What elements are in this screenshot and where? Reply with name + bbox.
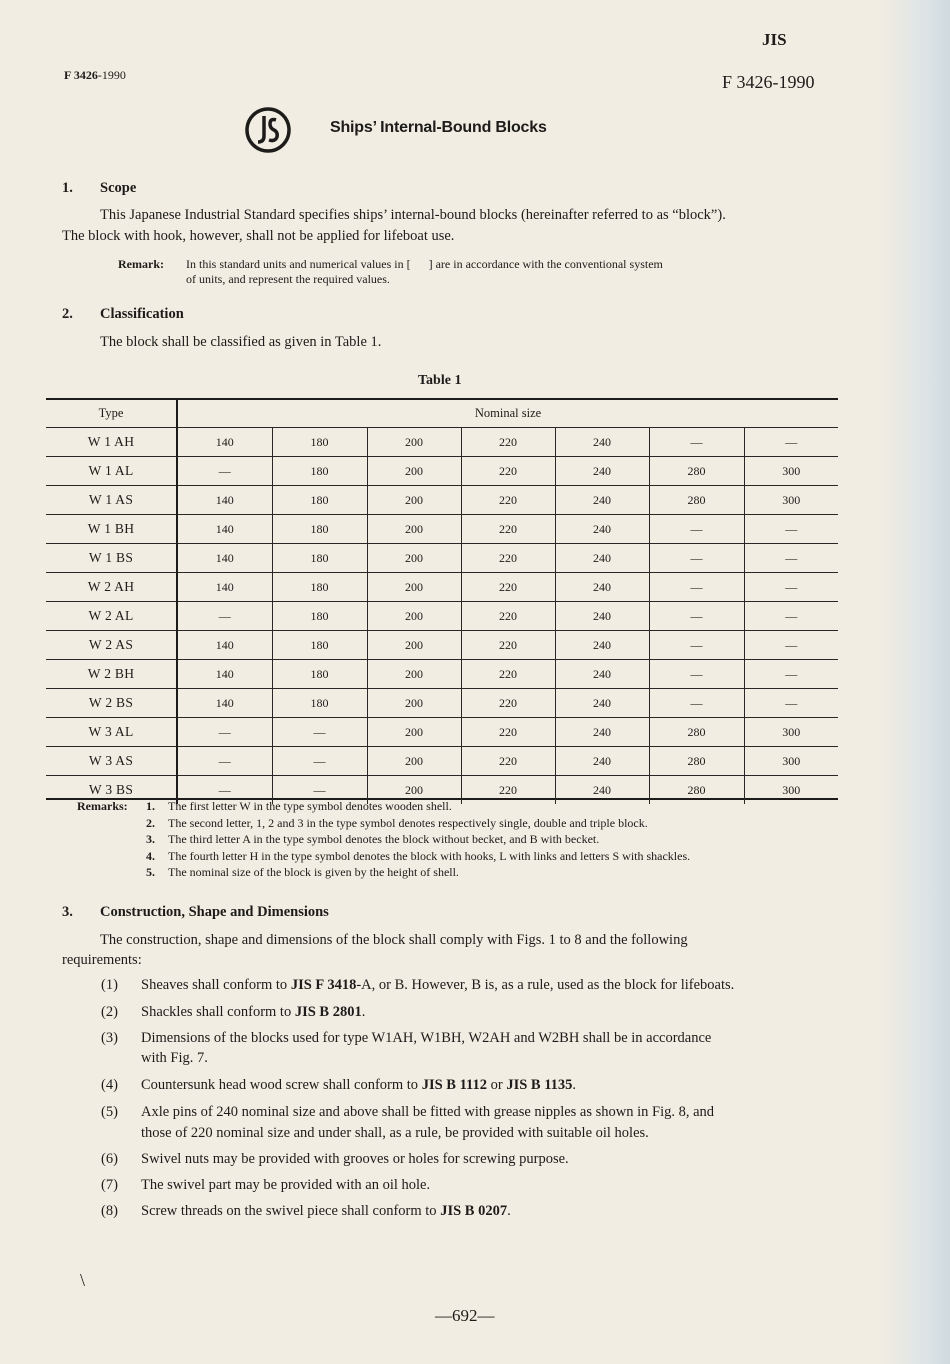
size-cell: 300: [744, 776, 838, 805]
size-cell: 220: [461, 631, 555, 660]
size-cell: 280: [649, 457, 744, 486]
header-left-year: -1990: [97, 68, 126, 82]
size-cell: 240: [555, 602, 649, 631]
type-cell: W 2 AS: [46, 631, 177, 660]
size-cell: —: [649, 515, 744, 544]
size-cell: 240: [555, 486, 649, 515]
type-cell: W 1 BH: [46, 515, 177, 544]
size-cell: 220: [461, 544, 555, 573]
remark-line-2: of units, and represent the required values.: [186, 272, 390, 286]
size-cell: 240: [555, 515, 649, 544]
size-cell: 200: [367, 747, 461, 776]
remark-text: The fourth letter H in the type symbol denotes the block with hooks, L with links and letters S with shackles.: [168, 848, 691, 863]
remark-line-1: In this standard units and numerical values in [ ] are in accordance with the conventional system: [186, 257, 663, 271]
size-cell: 200: [367, 428, 461, 457]
size-cell: 220: [461, 515, 555, 544]
size-cell: 220: [461, 457, 555, 486]
size-cell: 200: [367, 573, 461, 602]
requirement-text-line-2: those of 220 nominal size and under shall, as a rule, be provided with suitable oil holes.: [141, 1125, 649, 1141]
header-left-code: [64, 68, 126, 83]
remark-text: The third letter A in the type symbol denotes the block without becket, and B with becket.: [168, 832, 600, 846]
size-cell: 220: [461, 718, 555, 747]
remarks-label: Remarks:: [77, 799, 128, 813]
requirement-number: (1): [101, 977, 118, 993]
size-cell: —: [744, 515, 838, 544]
size-cell: 280: [649, 718, 744, 747]
size-cell: 200: [367, 689, 461, 718]
remark-number: 1.: [146, 799, 155, 813]
jis-mark: JIS: [762, 30, 787, 49]
type-cell: W 1 AH: [46, 428, 177, 457]
size-cell: 200: [367, 457, 461, 486]
size-cell: —: [744, 689, 838, 718]
size-cell: —: [649, 602, 744, 631]
remark-number: 3.: [146, 832, 155, 846]
section-1-title: Scope: [100, 180, 137, 196]
standard-reference: JIS B 1135: [506, 1077, 573, 1093]
size-cell: 220: [461, 747, 555, 776]
size-cell: 300: [744, 718, 838, 747]
size-cell: —: [649, 689, 744, 718]
size-cell: —: [649, 631, 744, 660]
size-cell: 240: [555, 544, 649, 573]
size-cell: 180: [272, 631, 367, 660]
size-cell: 180: [272, 515, 367, 544]
size-cell: —: [177, 718, 272, 747]
size-cell: 280: [649, 776, 744, 805]
size-cell: —: [177, 747, 272, 776]
size-cell: —: [177, 776, 272, 805]
remark-text: The nominal size of the block is given by the height of shell.: [168, 865, 459, 879]
size-cell: 220: [461, 689, 555, 718]
size-cell: 220: [461, 660, 555, 689]
table-row: [46, 747, 838, 776]
size-cell: —: [744, 544, 838, 573]
size-cell: 240: [555, 776, 649, 805]
size-cell: 240: [555, 718, 649, 747]
type-cell: W 2 BH: [46, 660, 177, 689]
type-cell: W 2 AH: [46, 573, 177, 602]
size-cell: —: [744, 660, 838, 689]
size-cell: —: [649, 660, 744, 689]
requirement-text-part: Shackles shall conform to: [141, 1004, 295, 1020]
requirement-text: [141, 1075, 831, 1096]
table-row: [46, 718, 838, 747]
size-cell: 140: [177, 544, 272, 573]
size-cell: 220: [461, 486, 555, 515]
header-nominal-size: Nominal size: [177, 400, 838, 428]
size-cell: 180: [272, 457, 367, 486]
type-cell: W 2 BS: [46, 689, 177, 718]
size-cell: 240: [555, 689, 649, 718]
remark-item: [146, 815, 648, 832]
requirement-text: [141, 1201, 831, 1222]
margin-mark: \: [80, 1270, 86, 1290]
section-2-title: Classification: [100, 306, 184, 322]
size-cell: 180: [272, 544, 367, 573]
requirement-text-part: Sheaves shall conform to: [141, 977, 291, 993]
size-cell: 180: [272, 573, 367, 602]
size-cell: 240: [555, 428, 649, 457]
standard-reference: JIS B 0207: [440, 1203, 508, 1219]
table-row: [46, 544, 838, 573]
table-row: [46, 486, 838, 515]
size-cell: 140: [177, 486, 272, 515]
table-caption: Table 1: [418, 373, 462, 388]
size-cell: 240: [555, 660, 649, 689]
size-cell: 280: [649, 747, 744, 776]
type-cell: W 3 BS: [46, 776, 177, 805]
requirement-text: The swivel part may be provided with an oil hole.: [141, 1177, 431, 1193]
requirement-number: (5): [101, 1104, 118, 1120]
size-cell: 300: [744, 486, 838, 515]
size-cell: —: [177, 457, 272, 486]
size-cell: 280: [649, 486, 744, 515]
requirement-text: [141, 1002, 831, 1023]
standard-reference: JIS B 2801: [294, 1004, 362, 1020]
standard-reference: JIS B 1112: [421, 1077, 487, 1093]
requirement-text-part: .: [361, 1004, 366, 1020]
size-cell: —: [744, 428, 838, 457]
size-cell: 220: [461, 428, 555, 457]
remark-number: 4.: [146, 848, 155, 863]
table-row: [46, 631, 838, 660]
remark-text: The first letter W in the type symbol denotes wooden shell.: [168, 799, 452, 813]
remark-number: 5.: [146, 865, 155, 879]
classification-text: The block shall be classified as given in Table 1.: [100, 334, 382, 350]
requirement-number: (3): [101, 1030, 118, 1046]
size-cell: 180: [272, 602, 367, 631]
requirement-number: (4): [101, 1077, 118, 1093]
scope-line-1: This Japanese Industrial Standard specifies ships’ internal-bound blocks (hereinafter referred to as “block”).: [100, 207, 726, 223]
size-cell: 200: [367, 486, 461, 515]
size-cell: 180: [272, 689, 367, 718]
requirement-number: (8): [101, 1203, 118, 1219]
table-body: [46, 428, 838, 805]
header-type: Type: [46, 400, 177, 428]
size-cell: 140: [177, 428, 272, 457]
header-right-code: F 3426-1990: [722, 72, 815, 92]
size-cell: 220: [461, 602, 555, 631]
size-cell: —: [272, 776, 367, 805]
size-cell: —: [744, 573, 838, 602]
size-cell: —: [744, 602, 838, 631]
requirement-text: [141, 975, 831, 996]
size-cell: —: [177, 602, 272, 631]
size-cell: 240: [555, 747, 649, 776]
table-row: [46, 428, 838, 457]
requirement-text-part: .: [507, 1203, 511, 1219]
requirement-text-part: -A, or B. However, B is, as a rule, used as the block for lifeboats.: [356, 977, 735, 993]
size-cell: —: [649, 573, 744, 602]
size-cell: 240: [555, 457, 649, 486]
size-cell: 200: [367, 776, 461, 805]
size-cell: 200: [367, 515, 461, 544]
remark-item: [146, 831, 599, 848]
type-cell: W 1 AS: [46, 486, 177, 515]
requirement-text-part: Countersunk head wood screw shall conform to: [141, 1077, 422, 1093]
requirement-text-part: Screw threads on the swivel piece shall conform to: [141, 1203, 441, 1219]
size-cell: 140: [177, 631, 272, 660]
size-cell: 140: [177, 515, 272, 544]
type-cell: W 3 AS: [46, 747, 177, 776]
size-cell: 300: [744, 747, 838, 776]
section-2-number: 2.: [62, 306, 73, 322]
size-cell: 180: [272, 660, 367, 689]
type-cell: W 2 AL: [46, 602, 177, 631]
size-cell: —: [649, 544, 744, 573]
size-cell: 240: [555, 631, 649, 660]
remark-number: 2.: [146, 815, 155, 830]
standard-reference: JIS F 3418: [290, 977, 357, 993]
size-cell: 180: [272, 428, 367, 457]
size-cell: 200: [367, 602, 461, 631]
size-cell: 240: [555, 573, 649, 602]
jis-logo-icon: [244, 106, 292, 154]
size-cell: 140: [177, 689, 272, 718]
size-cell: 220: [461, 573, 555, 602]
page-number: —692—: [435, 1306, 495, 1325]
remark-text: The second letter, 1, 2 and 3 in the type symbol denotes respectively single, double and triple block.: [168, 815, 648, 830]
requirement-text-line-1: Dimensions of the blocks used for type W1AH, W1BH, W2AH and W2BH shall be in accordance: [141, 1030, 712, 1046]
scope-line-2: The block with hook, however, shall not be applied for lifeboat use.: [62, 228, 455, 244]
size-cell: 140: [177, 660, 272, 689]
size-cell: 140: [177, 573, 272, 602]
size-cell: —: [649, 428, 744, 457]
remark-item: [146, 848, 690, 865]
table-row: [46, 457, 838, 486]
table-header-row: [46, 400, 838, 428]
nominal-size-table: [46, 400, 838, 804]
page-edge-shadow: [880, 0, 950, 1364]
table-row: [46, 602, 838, 631]
construction-intro-line-2: requirements:: [62, 952, 142, 968]
size-cell: 200: [367, 544, 461, 573]
size-cell: —: [744, 631, 838, 660]
requirement-text: Swivel nuts may be provided with grooves or holes for screwing purpose.: [141, 1151, 569, 1167]
table-container: [46, 398, 838, 800]
table-row: [46, 515, 838, 544]
table-row: [46, 660, 838, 689]
header-left-code-number: F 3426: [64, 68, 98, 82]
requirement-number: (6): [101, 1151, 118, 1167]
requirement-text-part: or: [486, 1077, 507, 1093]
table-row: [46, 573, 838, 602]
requirement-number: (7): [101, 1177, 118, 1193]
requirement-number: (2): [101, 1004, 118, 1020]
type-cell: W 1 AL: [46, 457, 177, 486]
document-title: Ships’ Internal-Bound Blocks: [330, 119, 547, 136]
type-cell: W 3 AL: [46, 718, 177, 747]
size-cell: 220: [461, 776, 555, 805]
type-cell: W 1 BS: [46, 544, 177, 573]
section-3-number: 3.: [62, 904, 73, 920]
table-row: [46, 689, 838, 718]
remark-item: [146, 798, 452, 815]
section-1-number: 1.: [62, 180, 73, 196]
remark-item: [146, 864, 459, 881]
size-cell: —: [272, 718, 367, 747]
size-cell: 180: [272, 486, 367, 515]
size-cell: 300: [744, 457, 838, 486]
requirement-text-part: .: [572, 1077, 577, 1093]
construction-intro-line-1: The construction, shape and dimensions of the block shall comply with Figs. 1 to 8 and the following: [100, 932, 688, 948]
remark-label: Remark:: [118, 257, 164, 271]
size-cell: 200: [367, 660, 461, 689]
size-cell: 200: [367, 718, 461, 747]
size-cell: —: [272, 747, 367, 776]
requirement-text-line-2: with Fig. 7.: [141, 1050, 208, 1066]
requirement-text-line-1: Axle pins of 240 nominal size and above shall be fitted with grease nipples as shown in Fig. 8, and: [141, 1104, 715, 1120]
section-3-title: Construction, Shape and Dimensions: [100, 904, 329, 920]
size-cell: 200: [367, 631, 461, 660]
